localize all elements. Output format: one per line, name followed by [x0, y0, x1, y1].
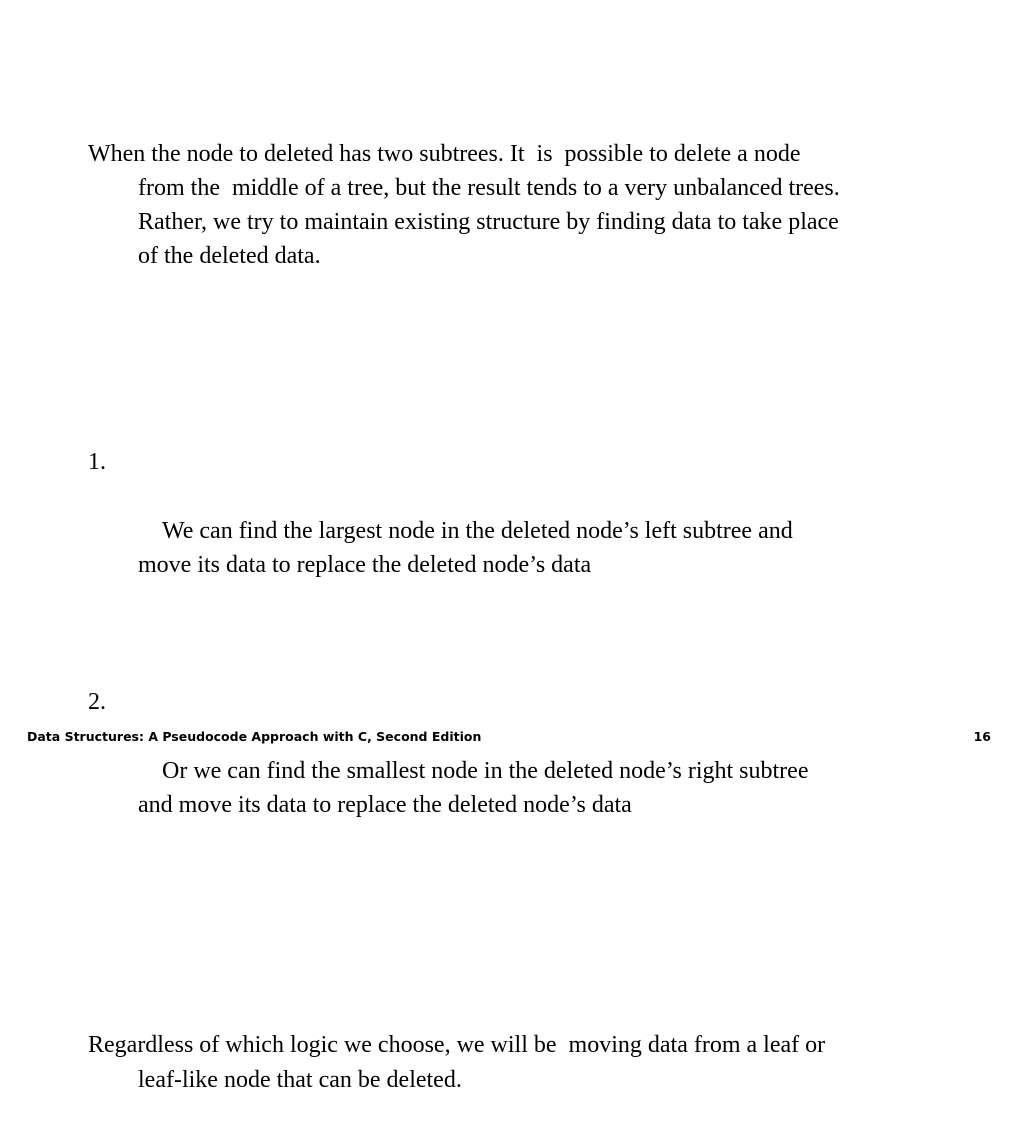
list-item-2 [88, 685, 848, 856]
list-number: 1. [88, 449, 106, 476]
conclusion-paragraph: Regardless of which logic we choose, we will be moving data from a leaf or leaf-like node that can be deleted. [88, 1032, 832, 1093]
list-text: We can find the largest node in the deleted node’s left subtree and move its data to replace the deleted node’s data [138, 517, 799, 579]
spacer [88, 342, 848, 376]
list-item-1 [88, 445, 848, 616]
footer-title: Data Structures: A Pseudocode Approach with C, Second Edition [27, 729, 482, 744]
slide-body [88, 68, 848, 1131]
intro-paragraph: When the node to deleted has two subtrees. It is possible to delete a node from the middle of a tree, but the result tends to a very unbalanced trees. Rather, we try to maintain existing structure by finding data to take place of the deleted data. [88, 140, 846, 270]
list-number: 2. [88, 689, 106, 716]
page-number: 16 [973, 729, 991, 744]
spacer [88, 925, 848, 959]
list-text: Or we can find the smallest node in the deleted node’s right subtree and move its data to replace the deleted node’s data [138, 757, 815, 819]
